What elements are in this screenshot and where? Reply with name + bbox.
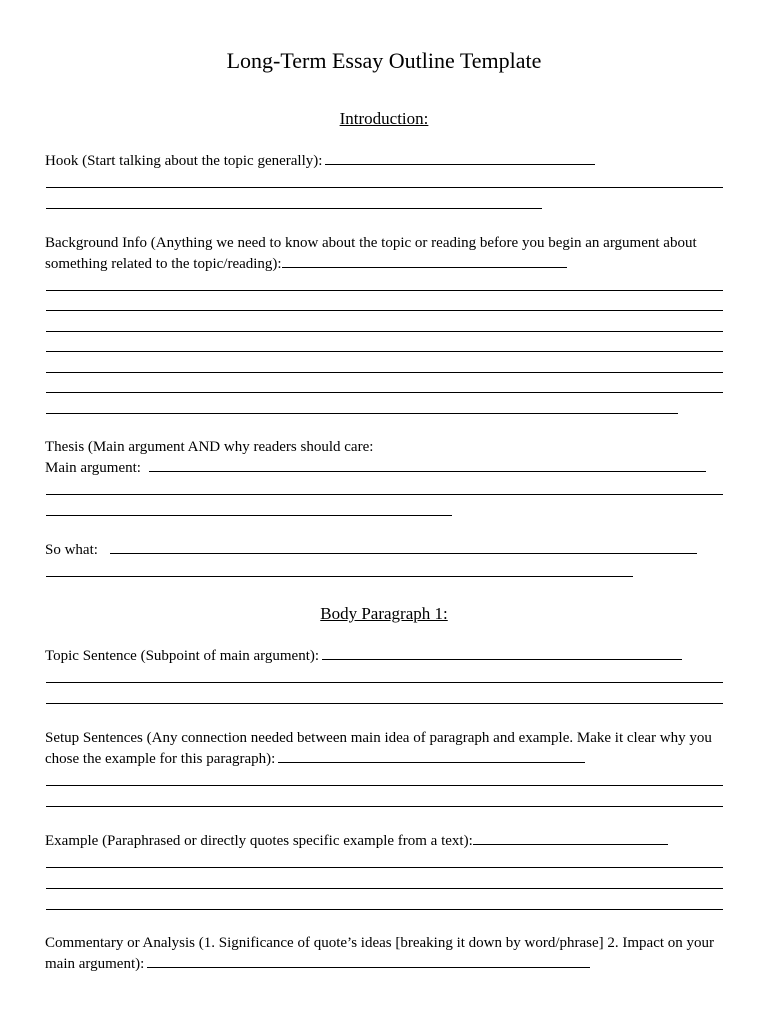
setup-line-2[interactable] [46, 806, 723, 807]
example-blank[interactable] [473, 832, 668, 845]
topic-sentence-line-2[interactable] [46, 703, 723, 704]
background-line-7[interactable] [46, 413, 678, 414]
background-line-6[interactable] [46, 392, 723, 393]
so-what-blank[interactable] [110, 541, 697, 554]
main-argument-label: Main argument: [45, 460, 141, 476]
background-line-1[interactable] [46, 290, 723, 291]
topic-sentence-blank[interactable] [322, 647, 682, 660]
setup-prompt-line2 [45, 749, 725, 770]
background-line-3[interactable] [46, 331, 723, 332]
setup-blank[interactable] [278, 750, 585, 763]
main-argument-blank[interactable] [149, 459, 706, 472]
background-prompt-line2 [45, 254, 725, 275]
topic-sentence-prompt [45, 646, 725, 667]
thesis-line-2[interactable] [46, 515, 452, 516]
so-what-label: So what: [45, 542, 98, 558]
introduction-heading [0, 108, 768, 130]
body-paragraph-1-heading [0, 603, 768, 625]
hook-line-1[interactable] [46, 187, 723, 188]
hook-prompt [45, 151, 725, 172]
topic-sentence-line-1[interactable] [46, 682, 723, 683]
example-prompt [45, 831, 725, 852]
setup-prompt-line1: Setup Sentences (Any connection needed between main idea of paragraph and example. Make it clear why you [45, 730, 712, 746]
background-line-2[interactable] [46, 310, 723, 311]
background-line-4[interactable] [46, 351, 723, 352]
background-label-line2: something related to the topic/reading): [45, 256, 282, 272]
setup-label-line2: chose the example for this paragraph): [45, 751, 276, 767]
hook-label: Hook (Start talking about the topic generally): [45, 153, 323, 169]
topic-sentence-label: Topic Sentence (Subpoint of main argument): [45, 648, 320, 664]
example-line-2[interactable] [46, 888, 723, 889]
body-paragraph-1-heading-text: Body Paragraph 1: [320, 604, 448, 623]
commentary-prompt-line1: Commentary or Analysis (1. Significance of quote’s ideas [breaking it down by word/phrase] 2. Impact on your [45, 935, 715, 951]
commentary-blank[interactable] [147, 955, 590, 968]
main-argument-prompt [45, 458, 725, 479]
example-line-3[interactable] [46, 909, 723, 910]
commentary-prompt-line2 [45, 954, 725, 975]
hook-blank[interactable] [325, 152, 595, 165]
background-line-5[interactable] [46, 372, 723, 373]
setup-line-1[interactable] [46, 785, 723, 786]
background-blank[interactable] [282, 255, 567, 268]
so-what-line-1[interactable] [46, 576, 633, 577]
commentary-label-line2: main argument): [45, 956, 145, 972]
so-what-prompt [45, 540, 725, 561]
hook-line-2[interactable] [46, 208, 542, 209]
example-line-1[interactable] [46, 867, 723, 868]
introduction-heading-text: Introduction: [339, 109, 429, 128]
document-title: Long-Term Essay Outline Template [226, 48, 542, 73]
thesis-line-1[interactable] [46, 494, 723, 495]
thesis-prompt: Thesis (Main argument AND why readers should care: [45, 439, 374, 455]
example-label: Example (Paraphrased or directly quotes specific example from a text): [45, 833, 473, 849]
background-prompt-line1: Background Info (Anything we need to know about the topic or reading before you begin an argument about [45, 235, 697, 251]
